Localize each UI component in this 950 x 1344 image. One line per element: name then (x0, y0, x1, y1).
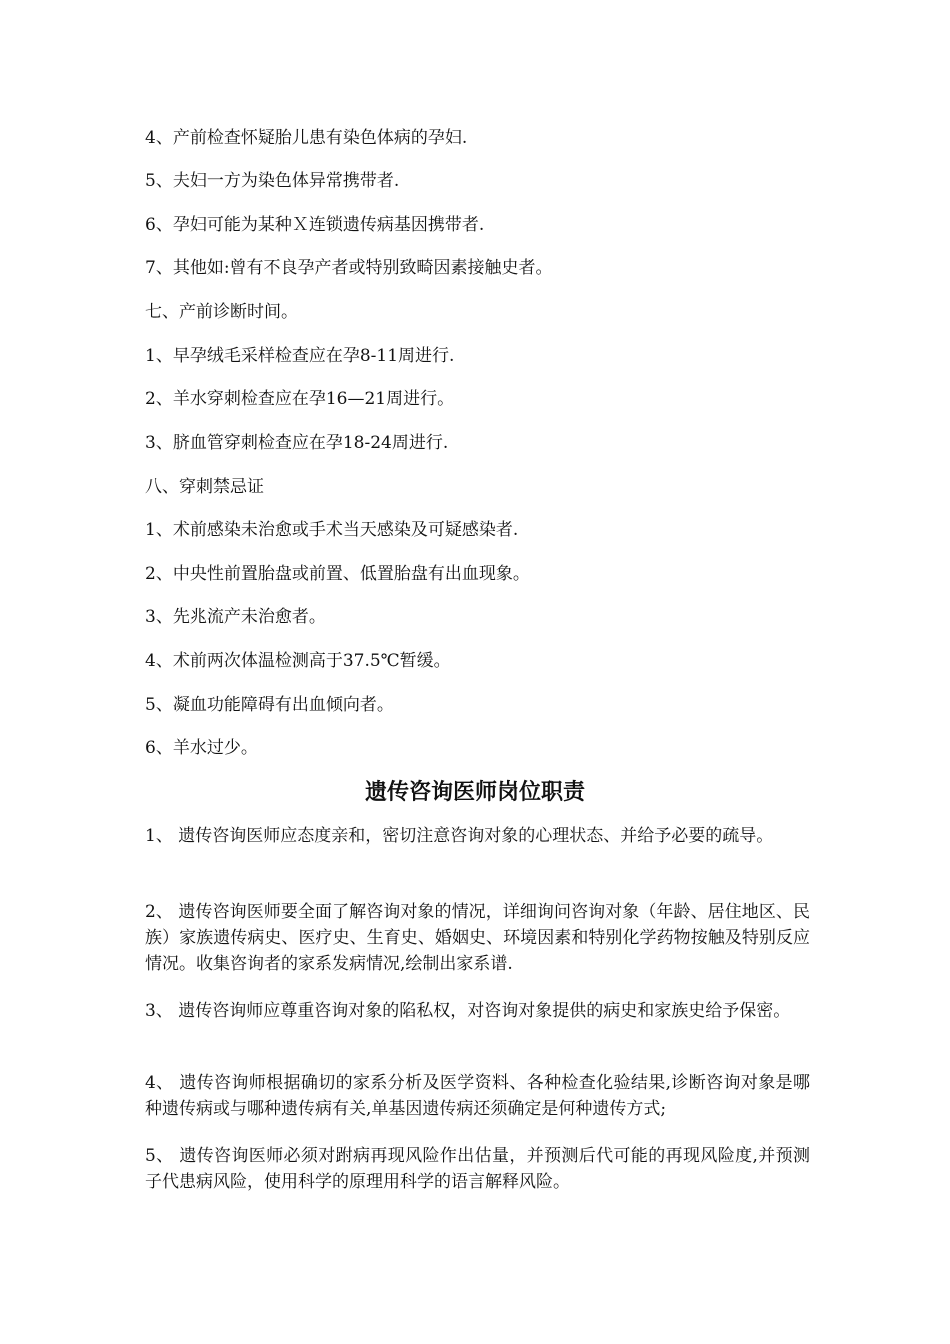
section-heading-7: 七、产前诊断时间。 (145, 302, 298, 322)
list-item: 1、术前感染未治愈或手术当天感染及可疑感染者. (145, 520, 519, 540)
list-item: 2、羊水穿刺检查应在孕16—21周进行。 (145, 389, 455, 409)
duty-paragraph: 2、 遗传咨询医师要全面了解咨询对象的情况，详细询问咨询对象（年龄、居住地区、民族）家族遗传病史、医疗史、生育史、婚姻史、环境因素和特别化学药物按触及特别反应情况。收集咨询者的家系发病情况,绘制出家系谱. (145, 902, 810, 974)
list-item: 4、产前检查怀疑胎儿患有染色体病的孕妇. (145, 128, 468, 148)
list-item: 1、早孕绒毛采样检查应在孕8-11周进行. (145, 346, 455, 366)
duty-paragraph: 4、 遗传咨询师根据确切的家系分析及医学资料、各种检查化验结果,诊断咨询对象是哪种遗传病或与哪种遗传病有关,单基因遗传病还须确定是何种遗传方式; (145, 1073, 810, 1119)
duty-paragraph: 3、 遗传咨询师应尊重咨询对象的陷私权，对咨询对象提供的病史和家族史给予保密。 (145, 1001, 791, 1021)
list-item: 6、孕妇可能为某种Ｘ连锁遗传病基因携带者. (145, 215, 485, 235)
duty-paragraph: 1、 遗传咨询医师应态度亲和，密切注意咨询对象的心理状态、并给予必要的疏导。 (145, 826, 774, 846)
list-item: 5、夫妇一方为染色体异常携带者. (145, 171, 400, 191)
list-item: 6、羊水过少。 (145, 738, 258, 758)
list-item: 7、其他如:曾有不良孕产者或特别致畸因素接触史者。 (145, 258, 553, 278)
list-item: 3、先兆流产未治愈者。 (145, 607, 326, 627)
list-item: 4、术前两次体温检测高于37.5℃暂缓。 (145, 651, 451, 671)
duty-paragraph: 5、 遗传咨询医师必须对跗病再现风险作出估量，并预测后代可能的再现风险度,并预测子代患病风险，使用科学的原理用科学的语言解释风险。 (145, 1146, 810, 1192)
list-item: 5、凝血功能障碍有出血倾向者。 (145, 695, 394, 715)
list-item: 2、中央性前置胎盘或前置、低置胎盘有出血现象。 (145, 564, 530, 584)
section-heading-8: 八、穿刺禁忌证 (145, 477, 264, 497)
section-title: 遗传咨询医师岗位职责 (364, 780, 585, 805)
list-item: 3、脐血管穿刺检查应在孕18-24周进行. (145, 433, 449, 453)
